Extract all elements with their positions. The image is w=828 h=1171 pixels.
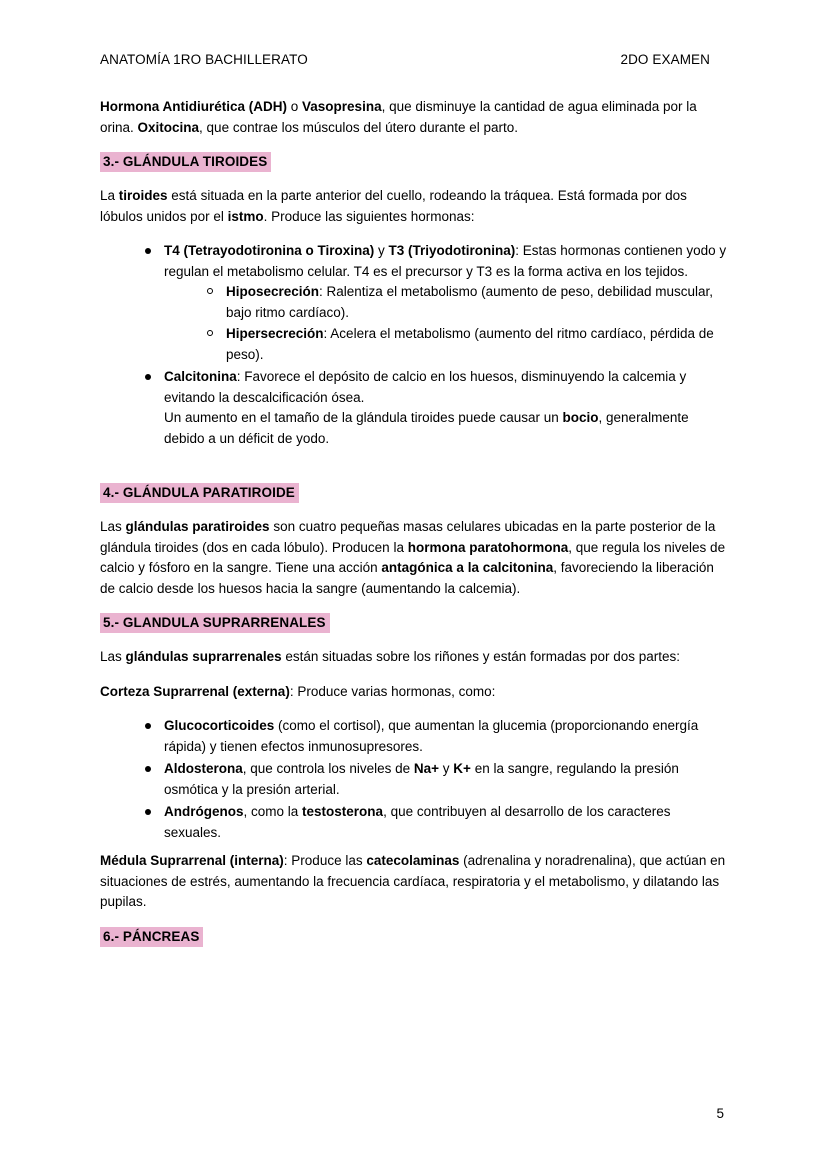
heading-glandula-paratiroide: [100, 483, 728, 503]
potassium-symbol: K+: [453, 761, 471, 777]
t3-term: T3 (Triyodotironina): [388, 243, 516, 259]
antagonica-term: antagónica a la calcitonina: [381, 560, 554, 576]
suprarrenales-term: glándulas suprarrenales: [125, 649, 282, 665]
hiposecrecion-description: : Ralentiza el metabolismo (aumento de peso, debilidad muscular, bajo ritmo cardíaco).: [226, 284, 713, 320]
bocio-term: bocio: [562, 410, 599, 426]
suprarrenales-p1-c: están situadas sobre los riñones y están formadas por dos partes:: [281, 649, 681, 665]
corteza-suprarrenal-term: Corteza Suprarrenal (externa): [100, 683, 290, 699]
corteza-hormones-list: [100, 716, 728, 843]
calcitonina-description: : Favorece el depósito de calcio en los huesos, disminuyendo la calcemia y evitando la descalcificación ósea.: [164, 369, 687, 405]
tiroides-p1-c: está situada en la parte anterior del cuello, rodeando la tráquea. Está formada por dos lóbulos unidos por el: [100, 188, 687, 224]
list-item: [142, 759, 728, 800]
heading-pancreas: [100, 927, 728, 947]
header-left-title: ANATOMÍA 1RO BACHILLERATO: [100, 52, 308, 67]
tiroides-hormones-list: [100, 241, 728, 449]
list-item: [204, 282, 728, 323]
intro-adh-term: Hormona Antidiurética (ADH): [100, 99, 288, 114]
t4-term: T4 (Tetrayodotironina o Tiroxina): [164, 243, 375, 259]
hiposecrecion-term: Hiposecreción: [226, 284, 320, 300]
corteza-suprarrenal-paragraph: [100, 682, 728, 703]
page-number: 5: [716, 1106, 724, 1121]
intro-text-1: , que disminuye la cantidad de agua eliminada por la orina.: [100, 99, 697, 135]
heading-paratiroide-label: 4.- GLÁNDULA PARATIROIDE: [100, 483, 299, 503]
heading-glandula-tiroides: [100, 152, 728, 172]
medula-text-b: (adrenalina y noradrenalina), que actúan en situaciones de estrés, aumentando la frecuencia cardíaca, respiratoria y el metabolismo, y dilatando las pupilas.: [100, 853, 726, 910]
t4-t3-description: : Estas hormonas contienen yodo y regulan el metabolismo celular. T4 es el precursor y T3 es la forma activa en los tejidos.: [164, 243, 727, 279]
glucocorticoides-description: (como el cortisol), que aumentan la glucemia (proporcionando energía rápida) y tienen efectos inmunosupresores.: [164, 718, 699, 754]
header-right-title: 2DO EXAMEN: [620, 52, 710, 67]
bocio-text-b: , generalmente debido a un déficit de yodo.: [164, 410, 689, 446]
intro-oxitocina-term: Oxitocina: [137, 119, 200, 135]
list-item: [142, 367, 728, 449]
tiroides-p1-a: La: [100, 188, 119, 204]
intro-text-2: , que contrae los músculos del útero durante el parto.: [199, 119, 518, 135]
t4-conjunction: y: [374, 243, 389, 259]
aldosterona-conjunction: y: [439, 761, 454, 777]
aldosterona-text-a: , que controla los niveles de: [242, 761, 414, 777]
corteza-suprarrenal-description: : Produce varias hormonas, como:: [289, 683, 496, 699]
androgenos-text-b: , que contribuyen al desarrollo de los caracteres sexuales.: [164, 804, 671, 840]
intro-paragraph: [100, 97, 728, 138]
calcitonina-term: Calcitonina: [164, 369, 237, 385]
tiroides-paragraph: [100, 186, 728, 227]
paratiroides-term: glándulas paratiroides: [125, 519, 270, 535]
list-item: [142, 241, 728, 365]
heading-glandula-suprarrenales: [100, 613, 728, 633]
heading-suprarrenales-label: 5.- GLANDULA SUPRARRENALES: [100, 613, 330, 633]
heading-tiroides-label: 3.- GLÁNDULA TIROIDES: [100, 152, 271, 172]
intro-vasopresina-term: Vasopresina: [302, 99, 382, 114]
suprarrenales-paragraph: [100, 647, 728, 668]
list-item: [142, 802, 728, 843]
suprarrenales-p1-a: Las: [100, 649, 126, 665]
tiroides-term-istmo: istmo: [227, 208, 264, 224]
paratiroide-p1-g: , favoreciendo la liberación de calcio desde los huesos hacia la sangre (aumentando la calcemia).: [100, 560, 714, 596]
aldosterona-term: Aldosterona: [164, 761, 243, 777]
hipersecrecion-term: Hipersecreción: [226, 326, 324, 342]
spacer: [100, 471, 728, 483]
androgenos-text-a: , como la: [243, 804, 303, 820]
tiroides-p1-e: . Produce las siguientes hormonas:: [263, 208, 475, 224]
tiroides-secretion-sublist: [164, 282, 728, 365]
hipersecrecion-description: : Acelera el metabolismo (aumento del ritmo cardíaco, pérdida de peso).: [226, 326, 714, 362]
sodium-symbol: Na+: [413, 761, 440, 777]
heading-pancreas-label: 6.- PÁNCREAS: [100, 927, 203, 947]
medula-text-a: : Produce las: [283, 853, 367, 869]
list-item: [142, 716, 728, 757]
paratiroide-p1-c: son cuatro pequeñas masas celulares ubicadas en la parte posterior de la glándula tiroides (dos en cada lóbulo). Producen la: [100, 519, 716, 555]
catecolaminas-term: catecolaminas: [366, 853, 460, 869]
tiroides-term-tiroides: tiroides: [118, 188, 168, 204]
medula-suprarrenal-paragraph: [100, 851, 728, 913]
medula-suprarrenal-term: Médula Suprarrenal (interna): [100, 853, 284, 869]
glucocorticoides-term: Glucocorticoides: [164, 718, 275, 734]
aldosterona-text-b: en la sangre, regulando la presión osmótica y la presión arterial.: [164, 761, 679, 797]
testosterona-term: testosterona: [302, 804, 384, 820]
paratohormona-term: hormona paratohormona: [407, 539, 569, 555]
intro-conjunction: o: [287, 99, 303, 114]
paratiroide-p1-a: Las: [100, 519, 126, 535]
bocio-text-a: Un aumento en el tamaño de la glándula tiroides puede causar un: [164, 410, 563, 426]
spacer: [100, 451, 728, 471]
androgenos-term: Andrógenos: [164, 804, 244, 820]
paratiroide-paragraph: [100, 517, 728, 599]
page-header: [100, 52, 728, 67]
paratiroide-p1-e: , que regula los niveles de calcio y fósforo en la sangre. Tiene una acción: [100, 539, 726, 576]
list-item: [204, 324, 728, 365]
